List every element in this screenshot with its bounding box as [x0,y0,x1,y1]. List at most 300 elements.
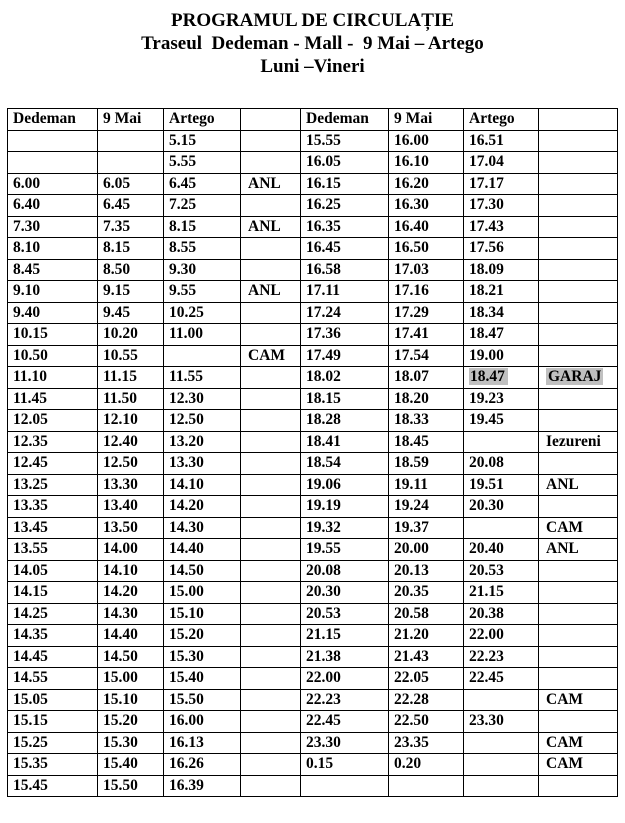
cell-note [241,539,301,561]
cell-note-2 [539,130,618,152]
cell-dedeman [8,603,98,625]
departure-time: 0.15 [306,755,334,773]
departure-time: 14.25 [13,604,48,622]
cell-dedeman-2 [301,152,389,174]
schedule-table [7,108,618,797]
departure-time: 15.35 [13,755,48,773]
departure-time: 17.49 [306,346,341,364]
cell-note-2 [539,754,618,776]
departure-time: 19.51 [469,475,504,493]
departure-time: 16.00 [394,131,429,149]
cell-dedeman-2 [301,603,389,625]
cell-artego [164,754,241,776]
departure-time: 18.54 [306,454,341,472]
cell-dedeman-2 [301,668,389,690]
cell-artego-2 [464,668,539,690]
cell-dedeman [8,582,98,604]
departure-time: 14.10 [169,475,204,493]
cell-9-mai [98,646,164,668]
cell-9-mai-2 [389,259,464,281]
route-note: ANL [546,475,579,493]
departure-time: 16.39 [169,776,204,794]
cell-note [241,732,301,754]
cell-dedeman [8,173,98,195]
table-row [8,603,618,625]
cell-artego [164,775,241,797]
table-row [8,367,618,389]
table-row [8,689,618,711]
cell-note [241,775,301,797]
departure-time: 15.25 [13,733,48,751]
column-header-artego: Artego [164,109,241,131]
cell-artego-2 [464,646,539,668]
departure-time: 15.20 [169,626,204,644]
departure-time: 19.55 [306,540,341,558]
departure-time: 17.29 [394,303,429,321]
cell-note [241,431,301,453]
departure-time: 20.40 [469,540,504,558]
departure-time: 23.30 [469,712,504,730]
departure-time: 16.10 [394,153,429,171]
departure-time: 6.05 [103,174,131,192]
cell-dedeman-2 [301,539,389,561]
route-note: ANL [248,282,281,300]
departure-time: 21.20 [394,626,429,644]
cell-note [241,152,301,174]
departure-time: 15.45 [13,776,48,794]
departure-time: 16.30 [394,196,429,214]
cell-note-2 [539,259,618,281]
cell-dedeman [8,474,98,496]
departure-time: 17.30 [469,196,504,214]
departure-time: 21.15 [469,583,504,601]
departure-time: 18.20 [394,389,429,407]
cell-note [241,388,301,410]
departure-time: 18.28 [306,411,341,429]
departure-time: 15.50 [169,690,204,708]
cell-dedeman [8,195,98,217]
departure-time: 18.47 [469,325,504,343]
cell-note [241,603,301,625]
cell-artego-2 [464,431,539,453]
cell-dedeman [8,302,98,324]
cell-9-mai [98,582,164,604]
schedule-table-body [8,109,618,797]
cell-note [241,474,301,496]
cell-9-mai-2 [389,754,464,776]
table-row [8,732,618,754]
column-header-note [241,109,301,131]
departure-time: 19.45 [469,411,504,429]
cell-9-mai-2 [389,431,464,453]
departure-time: 19.11 [394,475,429,493]
cell-dedeman-2 [301,646,389,668]
departure-time: 0.20 [394,755,422,773]
cell-9-mai-2 [389,711,464,733]
table-row [8,281,618,303]
cell-dedeman [8,367,98,389]
departure-time: 7.35 [103,217,131,235]
cell-dedeman [8,238,98,260]
cell-dedeman-2 [301,173,389,195]
departure-time: 21.43 [394,647,429,665]
departure-time: 14.20 [169,497,204,515]
departure-time: 12.50 [103,454,138,472]
cell-note-2 [539,324,618,346]
departure-time: 12.35 [13,432,48,450]
cell-note [241,281,301,303]
table-row [8,668,618,690]
cell-artego [164,625,241,647]
departure-time: 14.40 [103,626,138,644]
cell-dedeman-2 [301,711,389,733]
cell-9-mai-2 [389,367,464,389]
departure-time: 20.35 [394,583,429,601]
departure-time: 18.02 [306,368,341,386]
cell-artego-2 [464,754,539,776]
departure-time: 8.10 [13,239,41,257]
departure-time: 12.45 [13,454,48,472]
departure-time: 19.19 [306,497,341,515]
cell-9-mai-2 [389,775,464,797]
table-row [8,646,618,668]
departure-time: 14.50 [103,647,138,665]
departure-time: 17.16 [394,282,429,300]
route-note: ANL [248,217,281,235]
cell-artego [164,173,241,195]
cell-artego [164,281,241,303]
departure-time: 15.10 [103,690,138,708]
departure-time: 15.50 [103,776,138,794]
departure-time: 16.58 [306,260,341,278]
cell-note [241,517,301,539]
departure-time: 9.10 [13,282,41,300]
table-row [8,238,618,260]
departure-time: 12.40 [103,432,138,450]
cell-dedeman [8,152,98,174]
cell-9-mai [98,517,164,539]
table-row [8,711,618,733]
departure-time: 8.55 [169,239,197,257]
cell-artego [164,474,241,496]
cell-dedeman [8,431,98,453]
cell-dedeman [8,453,98,475]
cell-dedeman-2 [301,238,389,260]
cell-artego [164,195,241,217]
cell-artego [164,539,241,561]
cell-artego [164,603,241,625]
cell-note-2 [539,775,618,797]
departure-time: 19.00 [469,346,504,364]
cell-9-mai [98,281,164,303]
cell-dedeman-2 [301,496,389,518]
cell-note-2 [539,216,618,238]
cell-artego [164,216,241,238]
departure-time: 17.41 [394,325,429,343]
departure-time: 9.40 [13,303,41,321]
departure-time: 13.30 [103,475,138,493]
departure-time: 12.30 [169,389,204,407]
cell-note-2 [539,689,618,711]
departure-time: 22.45 [469,669,504,687]
departure-time: 11.10 [13,368,48,386]
cell-artego-2 [464,302,539,324]
route-note: Iezureni [546,432,601,450]
departure-time: 19.32 [306,518,341,536]
cell-9-mai-2 [389,216,464,238]
cell-artego-2 [464,496,539,518]
departure-time: 18.09 [469,260,504,278]
column-header-dedeman: Dedeman [8,109,98,131]
departure-time: 18.41 [306,432,341,450]
departure-time: 16.50 [394,239,429,257]
departure-time: 16.26 [169,755,204,773]
cell-artego-2 [464,324,539,346]
table-row [8,259,618,281]
departure-time: 15.10 [169,604,204,622]
cell-9-mai [98,388,164,410]
departure-time: 22.45 [306,712,341,730]
departure-time: 6.00 [13,174,41,192]
departure-time: 9.15 [103,282,131,300]
cell-9-mai-2 [389,668,464,690]
cell-9-mai [98,689,164,711]
departure-time: 15.40 [103,755,138,773]
cell-artego [164,646,241,668]
departure-time: 12.10 [103,411,138,429]
table-row [8,345,618,367]
cell-artego [164,410,241,432]
cell-artego-2 [464,689,539,711]
cell-9-mai-2 [389,152,464,174]
cell-9-mai [98,367,164,389]
departure-time: 9.30 [169,260,197,278]
departure-time: 19.37 [394,518,429,536]
cell-dedeman [8,130,98,152]
departure-time: 6.45 [169,174,197,192]
column-header-9-mai: 9 Mai [98,109,164,131]
departure-time: 15.30 [169,647,204,665]
cell-artego [164,345,241,367]
departure-time: 15.15 [13,712,48,730]
column-header-9-mai-2: 9 Mai [389,109,464,131]
cell-dedeman [8,668,98,690]
cell-artego [164,517,241,539]
cell-dedeman [8,345,98,367]
cell-artego [164,388,241,410]
departure-time: 18.45 [394,432,429,450]
cell-dedeman-2 [301,625,389,647]
cell-dedeman [8,216,98,238]
cell-note [241,367,301,389]
cell-artego [164,324,241,346]
table-row [8,517,618,539]
cell-note-2 [539,560,618,582]
departure-time: 14.20 [103,583,138,601]
departure-time: 16.45 [306,239,341,257]
cell-9-mai-2 [389,238,464,260]
departure-time: 8.15 [169,217,197,235]
cell-note [241,668,301,690]
cell-artego-2 [464,130,539,152]
cell-9-mai [98,152,164,174]
table-row [8,496,618,518]
cell-dedeman [8,517,98,539]
cell-9-mai [98,603,164,625]
cell-9-mai-2 [389,453,464,475]
cell-9-mai-2 [389,130,464,152]
cell-note [241,560,301,582]
cell-note-2 [539,711,618,733]
cell-note [241,582,301,604]
cell-note-2 [539,410,618,432]
cell-dedeman [8,711,98,733]
cell-9-mai [98,560,164,582]
table-row [8,152,618,174]
departure-time: 14.35 [13,626,48,644]
cell-9-mai-2 [389,324,464,346]
cell-9-mai [98,625,164,647]
cell-artego [164,711,241,733]
cell-9-mai [98,259,164,281]
cell-artego-2 [464,539,539,561]
cell-9-mai-2 [389,345,464,367]
departure-time: 16.25 [306,196,341,214]
departure-time: 18.47 [469,368,508,385]
departure-time: 8.45 [13,260,41,278]
departure-time: 10.25 [169,303,204,321]
departure-time: 18.15 [306,389,341,407]
cell-note-2 [539,388,618,410]
cell-9-mai-2 [389,646,464,668]
departure-time: 20.00 [394,540,429,558]
table-header-row [8,109,618,131]
cell-artego-2 [464,775,539,797]
cell-artego-2 [464,560,539,582]
table-row [8,216,618,238]
cell-note [241,453,301,475]
cell-9-mai-2 [389,539,464,561]
departure-time: 18.34 [469,303,504,321]
cell-dedeman [8,646,98,668]
departure-time: 16.13 [169,733,204,751]
cell-9-mai [98,431,164,453]
departure-time: 14.45 [13,647,48,665]
cell-note-2 [539,345,618,367]
cell-artego-2 [464,216,539,238]
cell-note [241,216,301,238]
cell-note [241,496,301,518]
cell-9-mai-2 [389,410,464,432]
days-subtitle: Luni –Vineri [260,56,365,77]
route-note: GARAJ [548,368,602,386]
table-row [8,539,618,561]
cell-9-mai-2 [389,496,464,518]
departure-time: 5.55 [169,153,197,171]
cell-note-2 [539,496,618,518]
cell-artego [164,560,241,582]
cell-artego [164,496,241,518]
departure-time: 14.30 [103,604,138,622]
cell-dedeman-2 [301,754,389,776]
cell-note [241,689,301,711]
departure-time: 11.00 [169,325,204,343]
table-row [8,625,618,647]
departure-time: 17.17 [469,174,504,192]
departure-time: 13.45 [13,518,48,536]
cell-9-mai [98,130,164,152]
cell-dedeman-2 [301,582,389,604]
table-row [8,775,618,797]
cell-artego-2 [464,732,539,754]
cell-note [241,130,301,152]
departure-time: 21.38 [306,647,341,665]
departure-time: 5.15 [169,131,197,149]
cell-dedeman-2 [301,302,389,324]
cell-artego-2 [464,410,539,432]
departure-time: 12.05 [13,411,48,429]
table-row [8,453,618,475]
cell-dedeman-2 [301,281,389,303]
cell-dedeman [8,281,98,303]
departure-time: 22.23 [306,690,341,708]
cell-9-mai [98,732,164,754]
cell-note-2 [539,238,618,260]
route-note: CAM [546,733,584,751]
cell-dedeman [8,754,98,776]
cell-note-2 [539,367,618,389]
cell-9-mai [98,324,164,346]
cell-note [241,324,301,346]
table-row [8,410,618,432]
departure-time: 23.35 [394,733,429,751]
departure-time: 22.50 [394,712,429,730]
departure-time: 20.13 [394,561,429,579]
cell-9-mai-2 [389,689,464,711]
departure-time: 18.21 [469,282,504,300]
departure-time: 13.40 [103,497,138,515]
departure-time: 22.00 [469,626,504,644]
table-row [8,302,618,324]
departure-time: 13.35 [13,497,48,515]
departure-time: 21.15 [306,626,341,644]
cell-dedeman [8,625,98,647]
departure-time: 16.35 [306,217,341,235]
table-row [8,474,618,496]
cell-artego [164,732,241,754]
departure-time: 16.40 [394,217,429,235]
departure-time: 15.00 [103,669,138,687]
cell-note-2 [539,603,618,625]
departure-time: 7.25 [169,196,197,214]
route-note: CAM [546,690,584,708]
cell-dedeman-2 [301,431,389,453]
departure-time: 17.43 [469,217,504,235]
table-row [8,431,618,453]
cell-9-mai-2 [389,474,464,496]
cell-dedeman [8,324,98,346]
departure-time: 15.30 [103,733,138,751]
departure-time: 16.05 [306,153,341,171]
cell-dedeman-2 [301,453,389,475]
departure-time: 13.25 [13,475,48,493]
cell-9-mai-2 [389,195,464,217]
cell-artego-2 [464,603,539,625]
column-header-note-2 [539,109,618,131]
departure-time: 11.45 [13,389,48,407]
cell-9-mai-2 [389,603,464,625]
departure-time: 10.20 [103,325,138,343]
